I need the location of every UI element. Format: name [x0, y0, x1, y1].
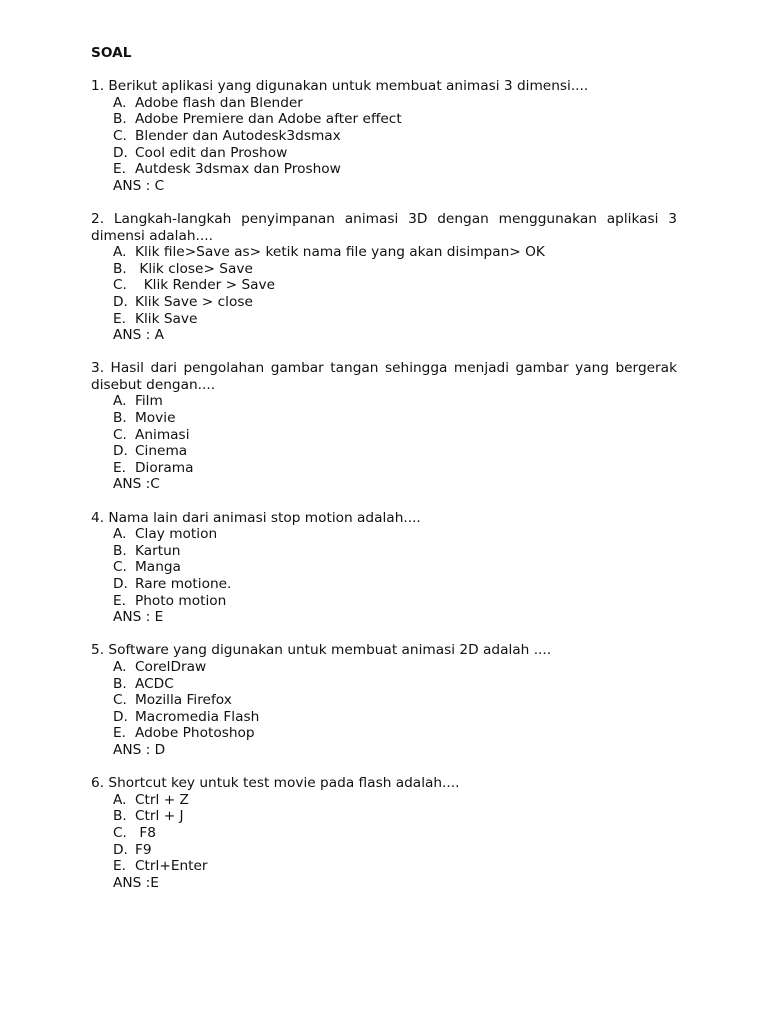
option-text: Klik Save — [135, 310, 198, 327]
answer-key: ANS : A — [113, 327, 164, 344]
option-letter: C. — [113, 692, 127, 709]
option-a — [113, 244, 677, 261]
option-d — [113, 294, 677, 311]
option-c — [113, 427, 677, 444]
option-letter: C. — [113, 559, 127, 576]
option-letter: D. — [113, 841, 128, 858]
option-text: Adobe Photoshop — [135, 725, 255, 742]
question-text: 5. Software yang digunakan untuk membuat animasi 2D adalah .... — [91, 642, 552, 659]
option-letter: C. — [113, 824, 127, 841]
option-text: Cinema — [135, 443, 188, 460]
option-letter: D. — [113, 293, 128, 310]
question-text: 1. Berikut aplikasi yang digunakan untuk membuat animasi 3 dimensi.... — [91, 78, 589, 95]
option-text: Klik file>Save as> ketik nama file yang akan disimpan> OK — [135, 244, 545, 261]
option-a — [113, 792, 677, 809]
option-text: Kartun — [135, 542, 181, 559]
option-list — [91, 792, 677, 875]
option-c — [113, 825, 677, 842]
option-c — [113, 692, 677, 709]
option-letter: D. — [113, 144, 128, 161]
option-d — [113, 842, 677, 859]
question-5 — [91, 642, 677, 758]
option-letter: E. — [113, 858, 126, 875]
question-text: 4. Nama lain dari animasi stop motion adalah.... — [91, 509, 421, 526]
option-b — [113, 676, 677, 693]
option-b — [113, 261, 677, 278]
question-text: 2. Langkah-langkah penyimpanan animasi 3D dengan menggunakan aplikasi 3 dimensi adalah.... — [91, 210, 677, 244]
option-c — [113, 559, 677, 576]
answer-key: ANS :C — [113, 476, 160, 493]
option-letter: C. — [113, 426, 127, 443]
option-text: Movie — [135, 410, 176, 427]
option-list — [91, 95, 677, 178]
option-letter: E. — [113, 161, 126, 178]
option-letter: B. — [113, 111, 127, 128]
option-letter: D. — [113, 708, 128, 725]
option-c — [113, 128, 677, 145]
option-letter: A. — [113, 658, 127, 675]
option-text: Manga — [135, 559, 181, 576]
document-page — [91, 45, 677, 908]
option-list — [91, 244, 677, 327]
question-3 — [91, 360, 677, 493]
question-2 — [91, 211, 677, 344]
option-text: Clay motion — [135, 526, 218, 543]
option-text: Ctrl+Enter — [135, 858, 208, 875]
document-title: SOAL — [91, 45, 132, 61]
option-text: Klik close> Save — [135, 260, 253, 277]
answer-key: ANS :E — [113, 874, 159, 891]
option-letter: E. — [113, 310, 126, 327]
option-text: Cool edit dan Proshow — [135, 144, 288, 161]
option-d — [113, 709, 677, 726]
option-text: F9 — [135, 841, 152, 858]
option-letter: A. — [113, 526, 127, 543]
option-text: Klik Save > close — [135, 293, 253, 310]
option-text: ACDC — [135, 675, 174, 692]
option-text: Ctrl + Z — [135, 791, 189, 808]
option-text: Animasi — [135, 426, 190, 443]
option-text: F8 — [135, 824, 156, 841]
option-letter: E. — [113, 592, 126, 609]
question-text: 3. Hasil dari pengolahan gambar tangan sehingga menjadi gambar yang bergerak disebut dengan.... — [91, 360, 677, 393]
option-letter: D. — [113, 443, 128, 460]
option-text: Diorama — [135, 459, 194, 476]
option-text: Adobe Premiere dan Adobe after effect — [135, 111, 402, 128]
option-a — [113, 95, 677, 112]
option-letter: A. — [113, 393, 127, 410]
option-letter: B. — [113, 542, 127, 559]
option-d — [113, 145, 677, 162]
option-text: Film — [135, 393, 163, 410]
question-6 — [91, 775, 677, 891]
option-b — [113, 111, 677, 128]
option-letter: B. — [113, 808, 127, 825]
option-text: Autdesk 3dsmax dan Proshow — [135, 161, 341, 178]
option-c — [113, 277, 677, 294]
option-letter: B. — [113, 260, 127, 277]
option-text: Blender dan Autodesk3dsmax — [135, 127, 341, 144]
option-text: Mozilla Firefox — [135, 692, 232, 709]
option-list — [91, 393, 677, 476]
question-4 — [91, 510, 677, 626]
option-e — [113, 725, 677, 742]
option-a — [113, 659, 677, 676]
option-b — [113, 808, 677, 825]
option-letter: E. — [113, 459, 126, 476]
option-letter: A. — [113, 94, 127, 111]
option-text: CorelDraw — [135, 658, 207, 675]
option-e — [113, 311, 677, 328]
option-text: Adobe flash dan Blender — [135, 94, 303, 111]
option-letter: E. — [113, 725, 126, 742]
question-1 — [91, 78, 677, 194]
option-letter: D. — [113, 576, 128, 592]
option-e — [113, 460, 677, 477]
option-text: Macromedia Flash — [135, 708, 260, 725]
option-text: Photo motion — [135, 592, 227, 609]
option-text: Rare motione. — [135, 576, 232, 592]
answer-key: ANS : C — [113, 177, 165, 194]
option-letter: C. — [113, 277, 127, 294]
option-list — [91, 659, 677, 742]
question-text: 6. Shortcut key untuk test movie pada flash adalah.... — [91, 775, 460, 792]
option-e — [113, 161, 677, 178]
option-a — [113, 526, 677, 543]
option-text: Klik Render > Save — [135, 277, 276, 294]
option-e — [113, 858, 677, 875]
option-letter: A. — [113, 791, 127, 808]
answer-key: ANS : E — [113, 609, 164, 626]
option-letter: B. — [113, 410, 127, 427]
option-d — [113, 443, 677, 460]
option-e — [113, 593, 677, 610]
option-b — [113, 410, 677, 427]
option-list — [91, 526, 677, 609]
option-a — [113, 393, 677, 410]
option-letter: C. — [113, 127, 127, 144]
option-letter: B. — [113, 675, 127, 692]
option-d — [113, 576, 677, 593]
option-text: Ctrl + J — [135, 808, 184, 825]
answer-key: ANS : D — [113, 741, 166, 758]
option-b — [113, 543, 677, 560]
option-letter: A. — [113, 244, 127, 261]
